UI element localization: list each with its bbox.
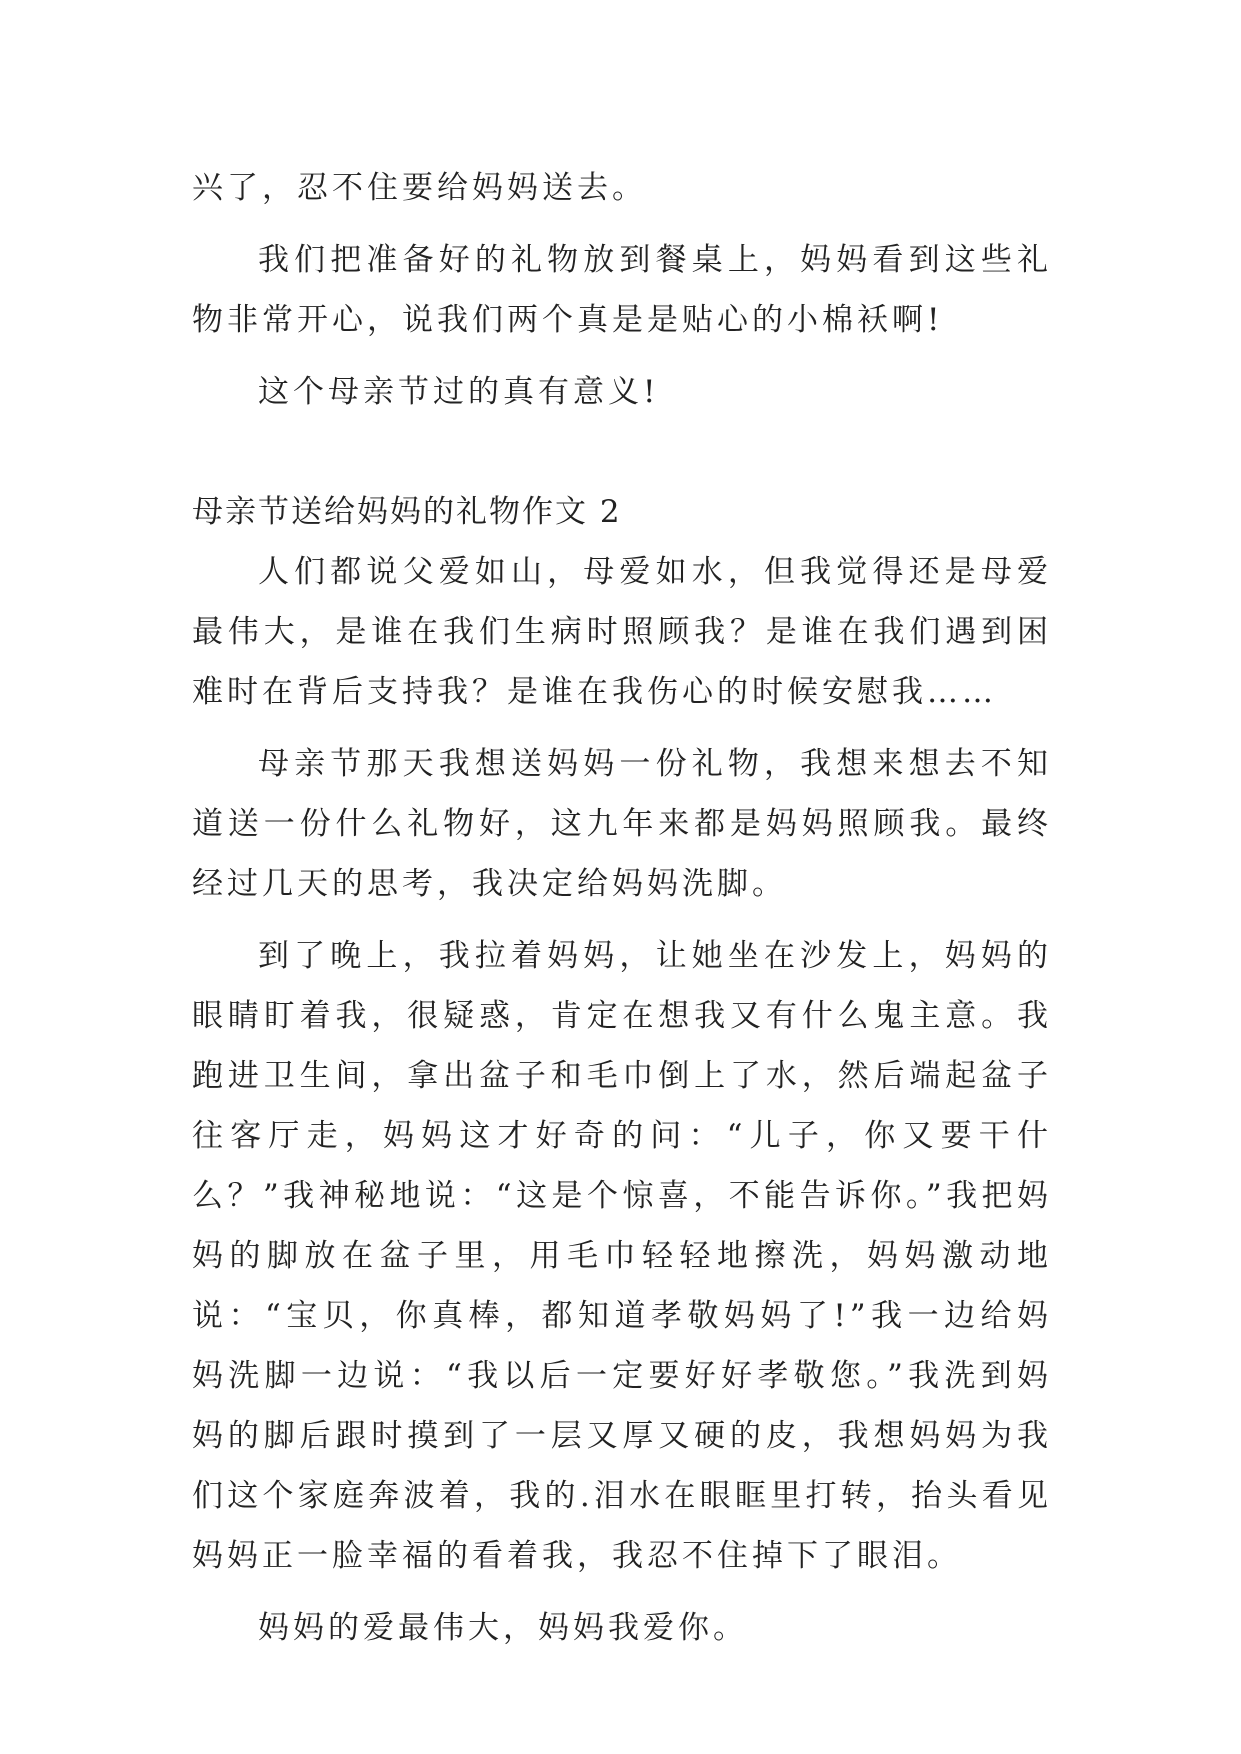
paragraph-mother-love: 人们都说父爱如山，母爱如水，但我觉得还是母爱最伟大，是谁在我们生病时照顾我？是谁在我们遇到困难时在背后支持我？是谁在我伤心的时候安慰我…… [192, 554, 1052, 710]
paragraph-gifts-on-table: 我们把准备好的礼物放到餐桌上，妈妈看到这些礼物非常开心，说我们两个真是是贴心的小棉袄啊! [192, 242, 1052, 338]
paragraph-washing-feet: 到了晚上，我拉着妈妈，让她坐在沙发上，妈妈的眼睛盯着我，很疑惑，肯定在想我又有什么鬼主意。我跑进卫生间，拿出盆子和毛巾倒上了水，然后端起盆子往客厅走，妈妈这才好奇的问：“儿子，你又要干什么？”我神秘地说：“这是个惊喜，不能告诉你。”我把妈妈的脚放在盆子里，用毛巾轻轻地擦洗，妈妈激动地说：“宝贝，你真棒，都知道孝敬妈妈了!”我一边给妈妈洗脚一边说：“我以后一定要好好孝敬您。”我洗到妈妈的脚后跟时摸到了一层又厚又硬的皮，我想妈妈为我们这个家庭奔波着，我的.泪水在眼眶里打转，抬头看见妈妈正一脸幸福的看着我，我忍不住掉下了眼泪。 [192, 938, 1052, 1574]
paragraph-gift-decision: 母亲节那天我想送妈妈一份礼物，我想来想去不知道送一份什么礼物好，这九年来都是妈妈照顾我。最终经过几天的思考，我决定给妈妈洗脚。 [192, 746, 1052, 902]
document-body [192, 158, 1052, 1658]
paragraph-continuation: 兴了，忍不住要给妈妈送去。 [192, 170, 647, 206]
paragraph-closing: 妈妈的爱最伟大，妈妈我爱你。 [258, 1610, 748, 1646]
paragraph-meaningful-day: 这个母亲节过的真有意义! [258, 374, 660, 410]
section-title: 母亲节送给妈妈的礼物作文 2 [192, 494, 622, 530]
